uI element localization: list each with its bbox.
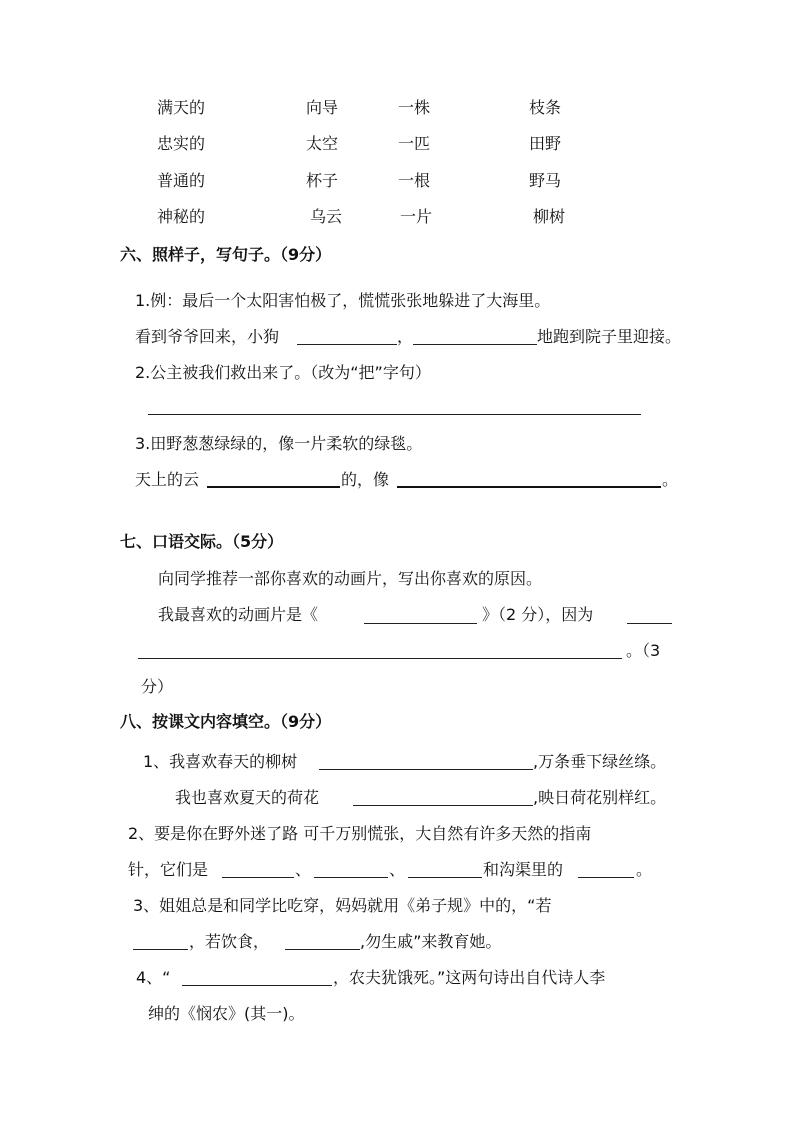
match-cell: 乌云	[310, 207, 343, 226]
question-text: 针，它们是	[128, 860, 209, 879]
match-cell: 满天的	[157, 98, 206, 117]
question-text: 看到爷爷回来，小狗	[135, 327, 280, 346]
section-heading: 七、口语交际。（5分）	[120, 532, 284, 551]
answer-blank[interactable]	[319, 769, 533, 770]
answer-blank[interactable]	[353, 805, 533, 806]
question-text: ，若饮食，	[189, 932, 270, 951]
question-text: 2、要是你在野外迷了路 可千万别慌张，大自然有许多天然的指南	[128, 824, 592, 843]
answer-blank[interactable]	[397, 486, 661, 488]
answer-line[interactable]	[138, 658, 622, 659]
match-cell: 柳树	[533, 207, 566, 226]
question-text: 4、“	[136, 968, 171, 987]
question-text: 地跑到院子里迎接。	[537, 327, 682, 346]
answer-blank[interactable]	[578, 877, 634, 878]
question-text: ,万条垂下绿丝绦。	[533, 752, 667, 771]
question-text: 。	[662, 470, 679, 489]
example-sentence: 1.例：最后一个太阳害怕极了，慌慌张张地躲进了大海里。	[135, 291, 551, 310]
question-text: ,映日荷花别样红。	[533, 788, 667, 807]
match-cell: 枝条	[529, 98, 562, 117]
match-cell: 太空	[306, 134, 339, 153]
answer-blank[interactable]	[627, 623, 672, 624]
match-cell: 一匹	[398, 134, 431, 153]
question-text: ,勿生戚”来教育她。	[360, 932, 502, 951]
question-text: 2.公主被我们救出来了。（改为“把”字句）	[135, 363, 431, 382]
question-text: 1、我喜欢春天的柳树	[143, 752, 298, 771]
question-text: 。（3	[626, 641, 661, 660]
match-cell: 神秘的	[157, 207, 206, 226]
answer-line[interactable]	[148, 414, 641, 415]
match-cell: 忠实的	[157, 134, 206, 153]
question-text: ，	[397, 327, 414, 346]
question-text: 3.田野葱葱绿绿的，像一片柔软的绿毯。	[135, 434, 423, 453]
answer-blank[interactable]	[297, 344, 397, 345]
question-text: 3、姐姐总是和同学比吃穿，妈妈就用《弟子规》中的，“若	[133, 896, 552, 915]
answer-blank[interactable]	[133, 949, 188, 950]
prompt-text: 向同学推荐一部你喜欢的动画片，写出你喜欢的原因。	[158, 569, 543, 588]
match-cell: 一株	[398, 98, 431, 117]
question-text: 、	[295, 860, 312, 879]
question-text: ，农夫犹饿死。”这两句诗出自代诗人李	[333, 968, 606, 987]
match-cell: 普通的	[157, 171, 206, 190]
match-cell: 一片	[400, 207, 433, 226]
question-text: 我最喜欢的动画片是《	[158, 605, 319, 624]
answer-blank[interactable]	[285, 949, 360, 950]
question-text: 的，像	[341, 470, 390, 489]
answer-blank[interactable]	[222, 877, 294, 878]
answer-blank[interactable]	[364, 623, 477, 624]
question-text: 。	[636, 860, 653, 879]
question-text: 》（2 分），因为	[482, 605, 594, 624]
answer-blank[interactable]	[413, 344, 537, 345]
answer-blank[interactable]	[314, 877, 388, 878]
question-text: 、	[389, 860, 406, 879]
question-text: 分）	[141, 677, 174, 696]
question-text: 天上的云	[135, 470, 200, 489]
match-cell: 田野	[529, 134, 562, 153]
match-cell: 一根	[398, 171, 431, 190]
match-cell: 向导	[306, 98, 339, 117]
section-heading: 六、照样子，写句子。（9分）	[120, 245, 332, 264]
answer-blank[interactable]	[182, 985, 332, 986]
answer-blank[interactable]	[207, 486, 340, 488]
question-text: 和沟渠里的	[483, 860, 564, 879]
question-text: 我也喜欢夏天的荷花	[175, 788, 320, 807]
match-cell: 杯子	[306, 171, 339, 190]
section-heading: 八、按课文内容填空。（9分）	[120, 712, 332, 731]
match-cell: 野马	[529, 171, 562, 190]
answer-blank[interactable]	[408, 877, 482, 878]
question-text: 绅的《悯农》(其一)。	[148, 1004, 305, 1023]
